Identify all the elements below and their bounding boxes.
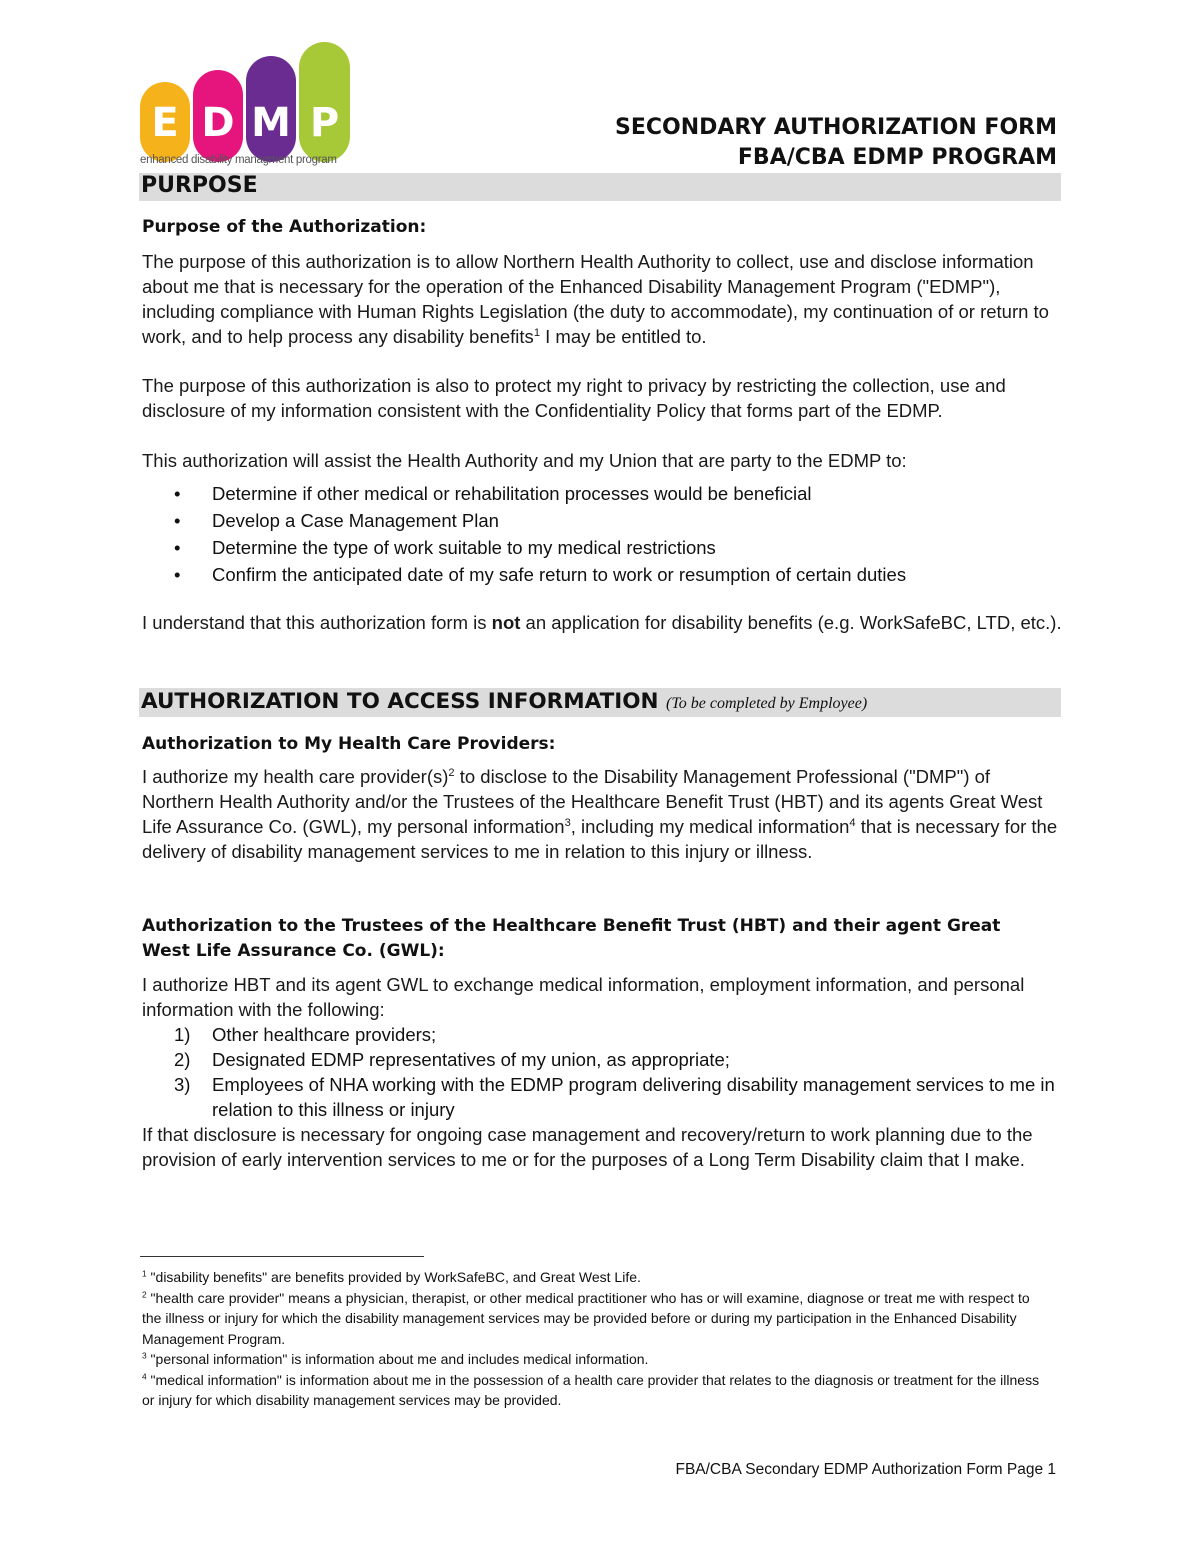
footnote: $^4$ "medical information" is information about me in the possession of a health care provider that relates to the diagnosis or treatment for the illness or injury for which disability management services may be provided. [142,1370,1040,1408]
purpose-subheading: Purpose of the Authorization: [142,217,427,237]
footnote-ref-2: 2 [448,766,455,779]
authorization-heading-band [139,688,1061,717]
logo-letter-e: E [140,82,190,162]
p2-text: The purpose of this authorization is also to protect my right to privacy by restricting the collection, use and disclosure of my information consistent with the Confidentiality Policy that forms part of the EDMP. [142,375,1006,421]
footnote-divider [140,1256,424,1257]
p4-text: I understand that this authorization form is [142,612,492,633]
list-item: • Develop a Case Management Plan [174,510,499,531]
list-item: • Determine the type of work suitable to my medical restrictions [174,537,716,558]
p1-text: The purpose of this authorization is to allow Northern Health Authority to collect, use and disclose information about me that is necessary for the operation of the Enhanced Disability Management Program ("EDMP"), including compliance with Human Rights Legislation (the duty to accommodate), my continuation of or return to work, and to help process any disability benefits [142,251,1049,347]
footnote: $^1$ "disability benefits" are benefits provided by WorkSafeBC, and Great West Life. [142,1268,641,1285]
p3-text: This authorization will assist the Health Authority and my Union that are party to the EDMP to: [142,450,907,471]
footnote-ref-3: 3 [564,816,571,829]
purpose-bullet-list [142,480,1067,588]
logo-letter-m: M [246,56,296,162]
list-item: 1) Other healthcare providers; [174,1024,437,1045]
list-item: • Confirm the anticipated date of my safe return to work or resumption of certain duties [174,564,907,585]
logo-letter-p: P [299,42,350,162]
edmp-logo [140,42,355,170]
p4-bold-not: not [491,612,521,633]
logo-tagline: enhanced disability managment program [140,154,337,166]
auth-subheading-hbt: Authorization to the Trustees of the Healthcare Benefit Trust (HBT) and their agent Great West Life Assurance Co. (GWL): [142,916,1001,961]
purpose-heading-band [139,173,1061,201]
footnote-ref-4: 4 [849,816,856,829]
footnote: $^3$ "personal information" is information about me and includes medical information. [142,1350,649,1367]
title-line-2: FBA/CBA EDMP PROGRAM [737,145,1057,170]
authorization-heading-note: (To be completed by Employee) [666,695,868,712]
auth-disclosure-paragraph: If that disclosure is necessary for ongoing case management and recovery/return to work planning due to the provision of early intervention services to me or for the purposes of a Long Term Disability claim that I make. [142,1124,1033,1170]
purpose-paragraph-3 [142,448,1067,473]
auth-numbered-list [142,1022,1072,1122]
purpose-paragraph-4 [142,610,1067,635]
logo-letter-d: D [193,70,243,162]
auth-hbt-paragraph: I authorize HBT and its agent GWL to exchange medical information, employment information, and personal information with the following: [142,974,1025,1020]
list-item: 3) Employees of NHA working with the EDMP program delivering disability management services to me in relation to this illness or injury [174,1074,1055,1120]
list-item: 2) Designated EDMP representatives of my union, as appropriate; [174,1049,730,1070]
page-footer: FBA/CBA Secondary EDMP Authorization Form Page 1 [675,1461,1056,1478]
auth-subheading-providers: Authorization to My Health Care Providers: [142,734,556,754]
list-item: • Determine if other medical or rehabilitation processes would be beneficial [174,483,812,504]
footnotes [142,1267,1052,1411]
footnote: $^2$ "health care provider" means a physician, therapist, or other medical practitioner who has or will examine, diagnose or treat me with respect to the illness or injury for which the disability management services may be provided before or during my participation in the Enhanced Disability Management Program. [142,1288,1030,1347]
p1-text-end: I may be entitled to. [539,326,707,347]
footnote-ref-1: 1 [533,326,540,339]
title-line-1: SECONDARY AUTHORIZATION FORM [614,115,1057,140]
authorization-heading: AUTHORIZATION TO ACCESS INFORMATION (To be completed by Employee) [141,689,868,714]
auth-providers-paragraph: I authorize my health care $provider(s)^2$ to disclose to the Disability Management Professional ("DMP") of Northern Health Authority and/or the Trustees of the Healthcare Benefit Trust (HBT) and its agents Great West Life Assurance Co. (GWL), my personal information$^3$, including my medical information$^4$ that is necessary for the delivery of disability management services to me in relation to this injury or illness. [142,766,1058,862]
p4-text-end: an application for disability benefits (e.g. WorkSafeBC, LTD, etc.). [520,612,1062,633]
purpose-paragraph-1 [142,249,1067,349]
purpose-paragraph-2 [142,373,1067,423]
purpose-heading: PURPOSE [141,173,258,198]
document-title [615,113,1057,173]
